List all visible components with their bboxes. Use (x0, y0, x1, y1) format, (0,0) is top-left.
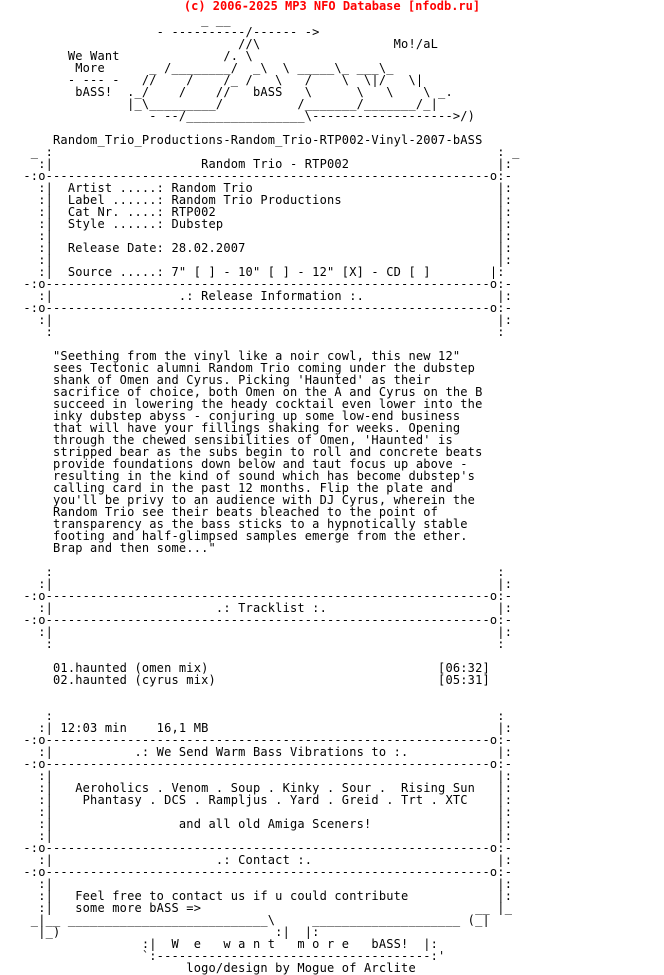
nfo-line: :| |: (16, 313, 513, 327)
nfo-line: _ __ (16, 13, 231, 27)
nfo-line: : : (16, 709, 505, 723)
nfo-document (16, 14, 520, 974)
nfo-line: :| .: Contact :. |: (16, 853, 513, 867)
nfo-line: We Want /. \ (16, 49, 253, 63)
nfo-line: -:o------------------------------------------------------------o:- (16, 169, 513, 183)
nfo-line: :| Random Trio - RTP002 |: (16, 157, 513, 171)
nfo-line: through the chewed sensibilities of Omen, 'Haunted' is (16, 433, 453, 447)
nfo-line: :| 12:03 min 16,1 MB |: (16, 721, 513, 735)
nfo-line: -:o------------------------------------------------------------o:- (16, 865, 513, 879)
nfo-line: Random Trio see their beats bleached to the point of (16, 505, 439, 519)
nfo-line: "Seething from the vinyl like a noir cowl, this new 12" (16, 349, 461, 363)
nfo-line: - --- - // / /_ / \ / \ \|/ \| (16, 73, 424, 87)
nfo-line: :| W e w a n t m o r e bASS! |: (16, 937, 439, 951)
nfo-line: you'll be privy to an audience with DJ Cyrus, wherein the (16, 493, 476, 507)
nfo-line (16, 686, 520, 698)
nfo-line: `:-------------------------------------:' (16, 949, 446, 963)
nfo-line: _|__ ___________________________\ ____________________ (_| (16, 913, 490, 927)
nfo-line: :| .: Tracklist :. |: (16, 601, 513, 615)
nfo-line: -:o------------------------------------------------------------o:- (16, 301, 513, 315)
nfo-line: bASS! ._/ / // bASS \ \ \ \ _. (16, 85, 453, 99)
nfo-line: :| Style ......: Dubstep |: (16, 217, 513, 231)
nfo-line: - ----------/------ -> (16, 25, 320, 39)
nfo-line: More _ /________/ _\ \ _____\_ ___\_ (16, 61, 394, 75)
nfo-line: :| Phantasy . DCS . Rampljus . Yard . Greid . Trt . XTC |: (16, 793, 513, 807)
nfo-line: :| .: Release Information :. |: (16, 289, 513, 303)
nfo-line: |_) :| |: (16, 925, 320, 939)
nfo-line: -:o------------------------------------------------------------o:- (16, 277, 513, 291)
nfo-line: logo/design by Mogue of Arclite (16, 961, 416, 975)
nfo-line: -:o------------------------------------------------------------o:- (16, 757, 513, 771)
nfo-line: :| |: (16, 229, 513, 243)
nfo-line: -:o------------------------------------------------------------o:- (16, 589, 513, 603)
nfo-line: inky dubstep abyss - conjuring up some low-end business (16, 409, 461, 423)
nfo-line: :| |: (16, 805, 513, 819)
nfo-line: that will have your fillings shaking for weeks. Opening (16, 421, 461, 435)
nfo-line: :| |: (16, 253, 513, 267)
nfo-line: _ : : _ (16, 145, 520, 159)
nfo-line: :| some more bASS => __ |_ (16, 901, 513, 915)
nfo-line: 01.haunted (omen mix) [06:32] (16, 661, 490, 675)
nfo-line: : : (16, 637, 505, 651)
nfo-line: Random_Trio_Productions-Random_Trio-RTP002-Vinyl-2007-bASS (16, 133, 483, 147)
nfo-line: :| Artist .....: Random Trio |: (16, 181, 513, 195)
nfo-line: : : (16, 325, 505, 339)
nfo-line: stripped bear as the subs begin to roll and concrete beats (16, 445, 483, 459)
nfo-line: succeed in lowering the heady cocktail even lower into the (16, 397, 483, 411)
nfo-line: //\ Mo!/aL (16, 37, 439, 51)
nfo-line: :| Release Date: 28.02.2007 |: (16, 241, 513, 255)
nfo-line: : : (16, 565, 505, 579)
nfo-line: -:o------------------------------------------------------------o:- (16, 841, 513, 855)
nfo-line: :| Source .....: 7" [ ] - 10" [ ] - 12" [X] - CD [ ] |: (16, 265, 505, 279)
nfo-line: :| |: (16, 877, 513, 891)
nfo-line: footing and half-glimpsed samples emerge from the ether. (16, 529, 468, 543)
site-banner: (c) 2006-2025 MP3 NFO Database [nfodb.ru] (183, 0, 481, 13)
nfo-line: 02.haunted (cyrus mix) [05:31] (16, 673, 490, 687)
nfo-line: :| |: (16, 625, 513, 639)
nfo-line: :| Aeroholics . Venom . Soup . Kinky . Sour . Rising Sun |: (16, 781, 513, 795)
nfo-line: Brap and then some..." (16, 541, 216, 555)
nfo-line: :| .: We Send Warm Bass Vibrations to :. |: (16, 745, 513, 759)
nfo-line: resulting in the kind of sound which has become dubstep's (16, 469, 476, 483)
nfo-line: - --/________________\------------------->/) (16, 109, 476, 123)
nfo-line: :| Feel free to contact us if u could contribute |: (16, 889, 513, 903)
nfo-line: calling card in the past 12 months. Flip the plate and (16, 481, 453, 495)
nfo-line: :| |: (16, 769, 513, 783)
nfo-line: :| Cat Nr. ....: RTP002 |: (16, 205, 513, 219)
nfo-line: provide foundations down below and taut focus up above - (16, 457, 468, 471)
nfo-line: shank of Omen and Cyrus. Picking 'Haunted' as their (16, 373, 431, 387)
nfo-line: :| and all old Amiga Sceners! |: (16, 817, 513, 831)
nfo-line: sees Tectonic alumni Random Trio coming under the dubstep (16, 361, 476, 375)
nfo-line: -:o------------------------------------------------------------o:- (16, 733, 513, 747)
nfo-line: :| Label ......: Random Trio Productions |: (16, 193, 513, 207)
nfo-line: :| |: (16, 577, 513, 591)
nfo-line: sacrifice of choice, both Omen on the A and Cyrus on the B (16, 385, 483, 399)
nfo-line: -:o------------------------------------------------------------o:- (16, 613, 513, 627)
nfo-line: :| |: (16, 829, 513, 843)
nfo-line: transparency as the bass sticks to a hypnotically stable (16, 517, 468, 531)
nfo-line: |_\_________/ /_______/_______/_| (16, 97, 439, 111)
